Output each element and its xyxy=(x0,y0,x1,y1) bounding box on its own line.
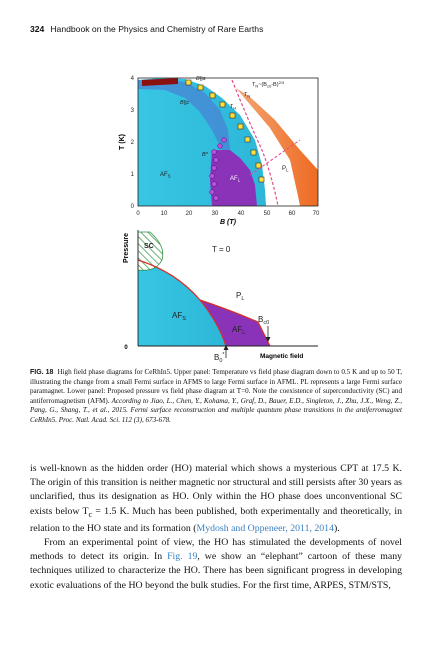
label-afs-upper-t: AF xyxy=(160,172,168,178)
label-tn-sub: N xyxy=(247,93,251,99)
svg-text:TN~(Bc0-B)2/3 xyxy=(252,80,285,89)
label-afl-upper-t: AF xyxy=(230,176,238,182)
label-pl-upper-sub: L xyxy=(286,167,289,173)
lower-y-label: Pressure xyxy=(123,233,130,263)
page-number: 324 xyxy=(30,24,45,34)
y-tick-3: 3 xyxy=(130,108,134,114)
label-th-t: T xyxy=(230,104,234,110)
label-th xyxy=(230,104,236,111)
p1-text-a: is well-known as the hidden order (HO) material which shows a mysterious CPT at 17.5 K. The origin of this transition is neither magnetic nor structural and still persists after 30 years as unclarified, thus its designation as HO. Only within the HO phase does unconventional SC exists below T xyxy=(30,463,402,517)
label-b0-sub: 0 xyxy=(219,358,223,364)
tn-formula-end: -B) xyxy=(271,82,279,88)
upper-panel xyxy=(119,76,320,226)
figure-caption xyxy=(30,368,402,426)
lower-x-label: Magnetic field xyxy=(260,353,304,360)
paragraph-2 xyxy=(30,536,402,593)
upper-x-label: B (T) xyxy=(220,219,236,226)
x-tick-30: 30 xyxy=(211,211,219,217)
figure-19-link[interactable]: Fig. 19 xyxy=(167,551,198,563)
p2-text-b: , we show an “elephant” cartoon of these many techniques utilized to characterize the HO. There has been significant progress in developing exotic evaluations of the HO beyond the bulk studies. For the first time, ARPES, STM/STS, xyxy=(30,551,403,591)
p1-text-end: ). xyxy=(333,522,340,534)
x-tick-0: 0 xyxy=(136,211,140,217)
label-th-sub: H xyxy=(233,105,237,111)
x-tick-10: 10 xyxy=(160,211,168,217)
upper-y-ticks xyxy=(131,76,135,210)
tn-formula-exp: 2/3 xyxy=(278,80,285,85)
label-b0 xyxy=(214,352,225,364)
y-tick-2: 2 xyxy=(130,140,134,146)
label-b-par-a: B||a xyxy=(196,76,206,82)
label-tn-t: T xyxy=(244,92,248,98)
label-afs-lower-sub: S xyxy=(182,316,186,322)
p1-tc-sub: c xyxy=(88,509,93,519)
upper-x-ticks xyxy=(136,211,320,217)
label-pl-lower-t: P xyxy=(236,291,242,300)
paragraph-1 xyxy=(30,462,402,536)
label-tn-formula xyxy=(252,80,285,89)
label-bc0-sub: c0 xyxy=(263,320,270,326)
label-afl-upper-sub: L xyxy=(237,177,241,183)
p2-text-a: From an experimental point of view, the HO has stimulated the developments of novel methods to detect its origin. In xyxy=(30,536,402,563)
body-text xyxy=(30,462,402,593)
y-tick-0: 0 xyxy=(130,204,134,210)
label-pl-upper-t: P xyxy=(282,166,287,172)
label-t0: T = 0 xyxy=(212,245,231,254)
caption-citation: According to Jiao, L., Chen, Y., Kohama, Y., Graf, D., Bauer, E.D., Singleton, J., Zhu, J.X., Weng, Z., Pang, G., Shang, T., et al., 2015. Fermi surface reconstruction and multiple quantum phase transitions in the antiferromagnet CeRhIn5. Proc. Natl. Acad. Sci. 112 (3), 673-678. xyxy=(30,396,402,424)
label-tn xyxy=(244,92,250,99)
y-tick-4: 4 xyxy=(130,76,134,82)
running-title: Handbook on the Physics and Chemistry of Rare Earths xyxy=(50,24,264,34)
label-pl-upper xyxy=(282,166,289,173)
x-tick-40: 40 xyxy=(237,211,245,217)
label-afs-upper-sub: S xyxy=(167,173,171,179)
x-tick-20: 20 xyxy=(185,211,193,217)
figure-label: FIG. 18 xyxy=(30,369,54,376)
tn-formula-t: T xyxy=(252,82,256,88)
tn-formula-sub2: c0 xyxy=(266,83,272,89)
label-b0-sup: * xyxy=(222,352,225,358)
label-b0-t: B xyxy=(214,353,220,362)
caption-text: High field phase diagrams for CeRhIn5. Upper panel: Temperature vs field phase diagram down to 0.5 K and up to 50 T, illustrating the change from a small Fermi surface in AFMS to large Fermi surface in AFML. PL represents a large Fermi surface paramagnet. Lower panel: Proposed pressure vs field phase diagram at T=0. Note the coexistence of superconductivity (SC) and antiferromagnetism (AFM). xyxy=(30,368,402,405)
label-bc0-t: B xyxy=(258,315,264,324)
label-b-par-c: B||c xyxy=(180,100,190,106)
x-tick-70: 70 xyxy=(312,211,320,217)
citation-link-mydosh[interactable]: Mydosh and Oppeneer, 2011, 2014 xyxy=(196,522,334,534)
label-afs-lower-t: AF xyxy=(172,311,183,320)
label-bstar: B* xyxy=(202,152,208,158)
label-afl-lower-sub: L xyxy=(242,330,246,336)
x-tick-60: 60 xyxy=(288,211,296,217)
x-tick-50: 50 xyxy=(263,211,271,217)
lower-origin: 0 xyxy=(124,345,128,351)
label-pl-lower-sub: L xyxy=(241,296,245,302)
tn-formula-rest: ~(B xyxy=(258,82,267,88)
label-afs-upper xyxy=(160,172,171,179)
label-afl-lower-t: AF xyxy=(232,325,243,334)
label-sc: SC xyxy=(144,243,154,250)
upper-y-label: T (K) xyxy=(119,134,126,150)
lower-panel xyxy=(123,230,318,364)
y-tick-1: 1 xyxy=(130,172,134,178)
tn-formula-sub: N xyxy=(255,83,259,89)
p1-text-b: = 1.5 K. Much has been published, both experimentally and theoretically, in relation to the HO state and its formation ( xyxy=(30,505,402,534)
label-afl-upper xyxy=(230,176,241,183)
